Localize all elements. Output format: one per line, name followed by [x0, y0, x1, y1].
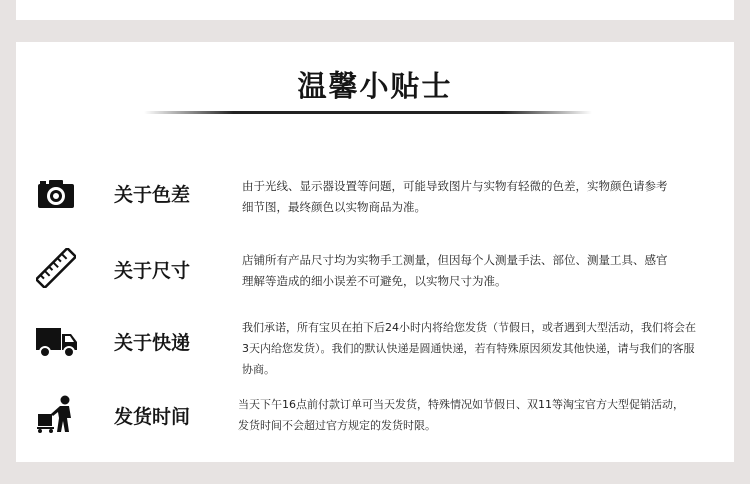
tip-heading-size: 关于尺寸 — [114, 260, 191, 282]
page-title: 温馨小贴士 — [297, 69, 453, 103]
tips-card — [16, 42, 734, 462]
desc-line: 发货时间不会超过官方规定的发货时限。 — [238, 419, 436, 432]
tip-desc-express — [242, 317, 716, 380]
title-divider — [144, 111, 592, 114]
tip-desc-color — [242, 176, 716, 218]
desc-line: 细节图，最终颜色以实物商品为准。 — [242, 200, 426, 214]
tip-row-color — [16, 170, 734, 226]
tip-row-size — [16, 242, 734, 302]
tip-row-dispatch — [16, 390, 734, 446]
desc-line: 店铺所有产品尺寸均为实物手工测量，但因每个人测量手法、部位、测量工具、感官 — [242, 253, 668, 267]
tip-row-express — [16, 314, 734, 384]
desc-line: 我们承诺，所有宝贝在拍下后24小时内将给您发货（节假日，或者遇到大型活动，我们将会在 — [242, 321, 696, 334]
desc-line: 协商。 — [242, 363, 275, 376]
tip-desc-dispatch — [238, 394, 712, 436]
ruler-icon — [36, 248, 76, 288]
desc-line: 3天内给您发货）。我们的默认快递是圆通快递，若有特殊原因须发其他快递，请与我们的客服 — [242, 342, 695, 355]
camera-icon — [36, 178, 76, 210]
tip-heading-color: 关于色差 — [114, 184, 191, 206]
desc-line: 当天下午16点前付款订单可当天发货，特殊情况如节假日、双11等淘宝官方大型促销活动， — [238, 398, 684, 411]
delivery-person-icon — [36, 394, 78, 434]
tip-heading-dispatch: 发货时间 — [114, 406, 191, 428]
tip-desc-size — [242, 250, 716, 292]
top-strip — [16, 0, 734, 20]
desc-line: 由于光线、显示器设置等问题，可能导致图片与实物有轻微的色差，实物颜色请参考 — [242, 179, 668, 193]
tip-heading-express: 关于快递 — [114, 332, 191, 354]
truck-icon — [36, 324, 78, 360]
desc-line: 理解等造成的细小误差不可避免，以实物尺寸为准。 — [242, 274, 507, 288]
